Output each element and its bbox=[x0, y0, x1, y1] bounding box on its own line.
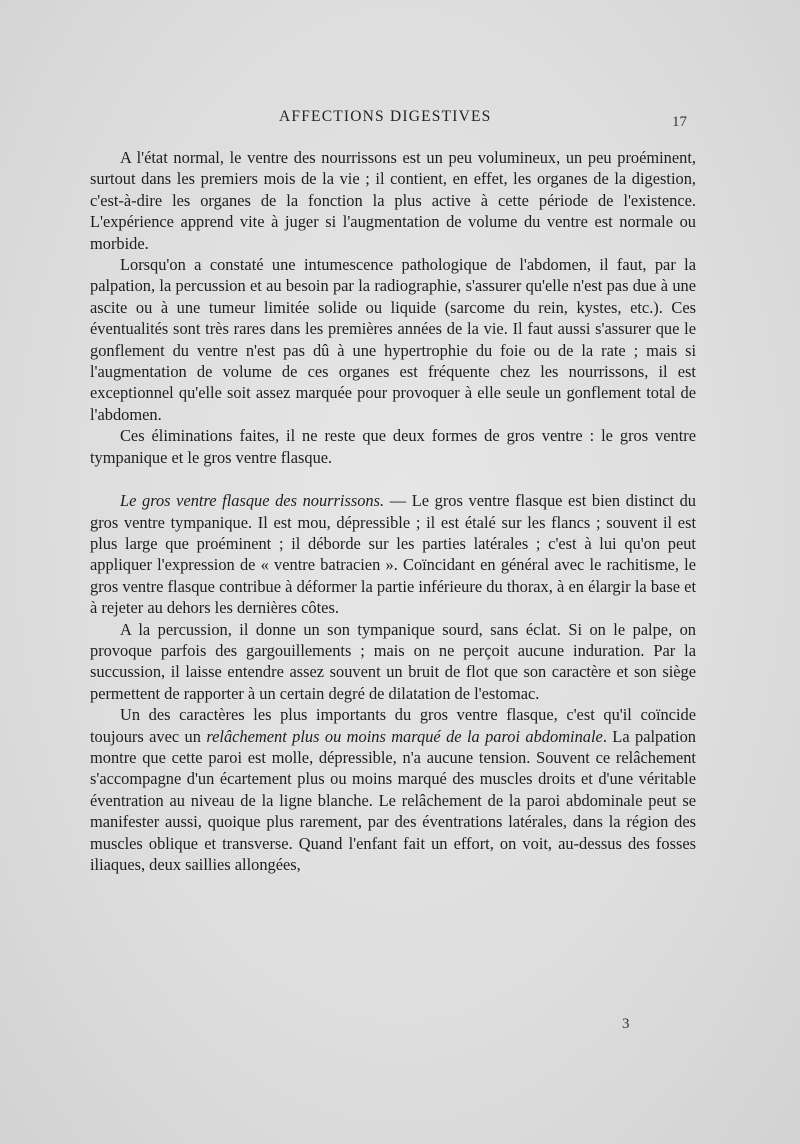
paragraph-percussion: A la percussion, il donne un son tympanique sourd, sans éclat. Si on le palpe, on provoque parfois des gargouillements ; mais on ne perçoit aucune induration. Par la succussion, il laisse entendre assez souvent un bruit de flot que son caractère et son siège permettent de rapporter à un certain degré de dilatation de l'estomac. bbox=[90, 619, 696, 703]
paragraph-eliminations: Ces éliminations faites, il ne reste que deux formes de gros ventre : le gros ventre tympanique et le gros ventre flasque. bbox=[90, 426, 696, 467]
paragraph-intumescence: Lorsqu'on a constaté une intumescence pathologique de l'abdomen, il faut, par la palpation, la percussion et au besoin par la radiographie, s'assurer qu'elle n'est pas due à une ascite ou à une tumeur limitée solide ou liquide (sarcome du rein, kystes, etc.). Ces éventualités sont très rares dans les premières années de la vie. Il faut aussi s'assurer que le gonflement du ventre n'est pas dû à une hypertrophie du foie ou de la rate ; mais si l'augmentation de volume de ces organes est fréquente chez les nourrissons, il est exceptionnel qu'elle soit assez marquée pour provoquer à elle seule un gonflement total de l'abdomen. bbox=[90, 255, 696, 424]
paragraph-abdominal-wall-end: . La palpation montre que cette paroi est molle, dépressible, n'a aucune tension. Souvent ce relâchement s'accompagne d'un écartement plus ou moins marqué des muscles droits et d'une véritable éventration au niveau de la ligne blanche. Le relâchement de la paroi abdominale peut se manifester aussi, quoique plus rarement, par des éventrations latérales, dans la région des muscles oblique et transverse. Quand l'enfant fait un effort, on voit, au-dessus des fosses iliaques, deux saillies allongées, bbox=[90, 726, 696, 874]
paragraph-flaccid-belly-text: — Le gros ventre flasque est bien distinct du gros ventre tympanique. Il est mou, dépressible ; il est étalé sur les flancs ; souvent il est plus large que proéminent ; il déborde sur les parties latérales ; c'est à lui qu'on peut appliquer l'expression de « ventre batracien ». Coïncidant en général avec le rachitisme, le gros ventre flasque contribue à déformer la partie inférieure du thorax, à en élargir la base et à rejeter au dehors les dernières côtes. bbox=[90, 491, 696, 618]
paragraph-abdominal-wall-start: Un des caractères les plus importants du gros ventre flasque, c'est qu'il coïncide toujours avec un bbox=[90, 705, 696, 746]
paragraph-flaccid-belly bbox=[90, 490, 696, 618]
emphasized-phrase: relâchement plus ou moins marqué de la paroi abdominale bbox=[206, 726, 603, 746]
section-run-in-heading: Le gros ventre flasque des nourrissons. bbox=[120, 491, 385, 511]
body-text bbox=[90, 147, 696, 875]
paragraph-normal-belly: A l'état normal, le ventre des nourrissons est un peu volumineux, un peu proéminent, surtout dans les premiers mois de la vie ; il contient, en effet, les organes de la digestion, c'est-à-dire les organes de la fonction la plus active à cette période de l'existence. L'expérience apprend vite à juger si l'augmentation de volume du ventre est normale ou morbide. bbox=[90, 148, 696, 253]
running-head bbox=[0, 108, 800, 130]
signature-mark: 3 bbox=[622, 1016, 630, 1032]
header-title: AFFECTIONS DIGESTIVES bbox=[279, 108, 492, 125]
paragraph-abdominal-wall bbox=[90, 704, 696, 875]
page-number: 17 bbox=[672, 114, 687, 130]
